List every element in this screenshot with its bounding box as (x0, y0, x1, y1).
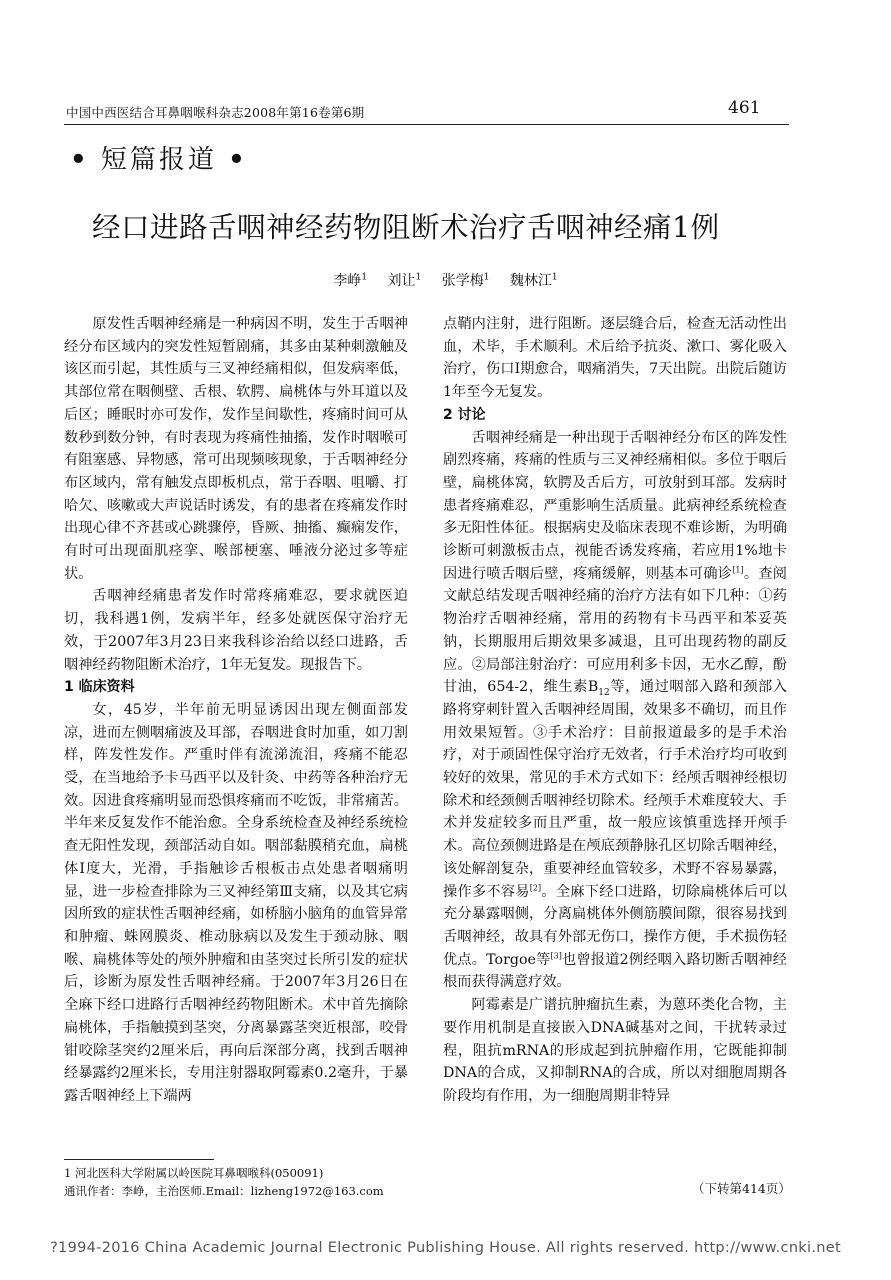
author: 魏林江$^1$ (509, 272, 558, 289)
paragraph: 点鞘内注射，进行阻断。逐层缝合后，检查无活动性出血，术毕，手术顺利。术后给予抗炎、漱口、雾化吸入治疗，伤口Ⅰ期愈合，咽痛消失，7天出院。出院后随访1年至今无复发。 (443, 316, 787, 401)
paragraph: 女，45岁，半年前无明显诱因出现左侧面部发凉，进而左侧咽痛波及耳部，吞咽进食时加重，如刀割样，阵发性发作。严重时伴有流涕流泪，疼痛不能忍受，在当地给予卡马西平以及针灸、中药等各种治疗无效。因进食疼痛明显而恐惧疼痛而不吃饭，非常痛苦。半年来反复发作不能治愈。全身系统检查及神经系统检查无阳性发现，颈部活动自如。咽部黏膜稍充血，扁桃体I度大，光滑，手指触诊舌根板击点处患者咽痛明显，进一步检查排除为三叉神经第Ⅲ支痛，以及其它病因所致的症状性舌咽神经痛，如桥脑小脑角的血管异常和肿瘤、蛛网膜炎、椎动脉病以及发生于颈动脉、咽喉、扁桃体等处的颅外肿瘤和由茎突过长所引发的症状后，诊断为原发性舌咽神经痛。于2007年3月26日在全麻下经口进路行舌咽神经药物阻断术。术中首先摘除扁桃体，手指触摸到茎突，分离暴露茎突近根部，咬骨钳咬除茎突约2厘米后，再向后深部分离，找到舌咽神经暴露约2厘米长，专用注射器取阿霉素0.2毫升，于暴露舌咽神经上下端两 (64, 701, 408, 1104)
author: 李峥$^1$ (333, 272, 368, 289)
right-column (443, 313, 787, 1108)
paragraph: 舌咽神经痛患者发作时常疼痛难忍，要求就医迫切，我科遇1例，发病半年，经多处就医保守治疗无效，于2007年3月23日来我科诊治给以经口进路，舌咽神经药物阻断术治疗，1年无复发。现报告下。 (64, 588, 408, 673)
section-heading: 1 临床资料 (64, 679, 135, 696)
page-number: 461 (728, 98, 761, 118)
bullet-icon: • (70, 145, 90, 175)
copyright-footer: ?1994-2016 China Academic Journal Electronic Publishing House. All rights reserved. http://www.cnki.net (50, 1240, 841, 1256)
footnote-affiliation: 1 河北医科大学附属以岭医院耳鼻咽喉科(050091) (64, 1166, 324, 1180)
article-title: 经口进路舌咽神经药物阻断术治疗舌咽神经痛1例 (92, 211, 720, 244)
paragraph: 阿霉素是广谱抗肿瘤抗生素，为蒽环类化合物，主要作用机制是直接嵌入DNA碱基对之间，干扰转录过程，阻抗mRNA的形成起到抗肿瘤作用，它既能抑制DNA的合成，又抑制RNA的合成，所以对细胞周期各阶段均有作用，为一细胞周期非特异 (443, 997, 787, 1104)
left-column (64, 313, 408, 1108)
paragraph: 舌咽神经痛是一种出现于舌咽神经分布区的阵发性剧烈疼痛，疼痛的性质与三叉神经痛相似。多位于咽后壁，扁桃体窝，软腭及舌后方，可放射到耳部。发病时患者疼痛难忍，严重影响生活质量。此病神经系统检查多无阳性体征。根据病史及临床表现不难诊断，为明确诊断可刺激板击点，视能否诱发疼痛，若应用1%地卡因进行喷舌咽后壁，疼痛缓解，则基本可确诊[1]。查阅文献总结发现舌咽神经痛的治疗方法有如下几种：①药物治疗舌咽神经痛，常用的药物有卡马西平和苯妥英钠，长期服用后期效果多减退，且可出现药物的副反应。②局部注射治疗：可应用利多卡因，无水乙醇，酚甘油，654-2，维生素$B_{12}$等，通过咽部入路和颈部入路将穿刺针置入舌咽神经周围，效果多不确切，而且作用效果短暂。③手术治疗：目前报道最多的是手术治疗，对于顽固性保守治疗无效者，行手术治疗均可收到较好的效果，常见的手术方式如下：经颅舌咽神经根切除术和经颈侧舌咽神经切除术。经颅手术难度较大、手术并发症较多而且严重，故一般应该慎重选择开颅手术。高位颈侧进路是在颅底颈静脉孔区切除舌咽神经，该处解剖复杂，重要神经血管较多，术野不容易暴露，操作多不容易[2]。全麻下经口进路，切除扁桃体后可以充分暴露咽侧，分离扁桃体外侧筋膜间隙，很容易找到舌咽神经，故具有外部无伤口，操作方便，手术损伤轻优点。Torgoe等[3]也曾报道2例经咽入路切断舌咽神经根而获得满意疗效。 (443, 429, 787, 991)
section-label-text: 短篇报道 (100, 145, 217, 175)
bullet-icon: • (228, 145, 248, 175)
author: 刘让$^1$ (387, 272, 422, 289)
journal-header: 中国中西医结合耳鼻咽喉科杂志2008年第16卷第6期 (66, 105, 365, 120)
header-rule (64, 124, 789, 125)
section-label (70, 139, 248, 176)
footnote-rule (64, 1159, 214, 1160)
section-heading: 2 讨论 (443, 406, 486, 423)
citation: [2] (529, 882, 542, 892)
author: 张学梅$^1$ (441, 272, 490, 289)
author-list (0, 270, 891, 290)
citation: [3] (550, 950, 562, 960)
paragraph: 原发性舌咽神经痛是一种病因不明，发生于舌咽神经分布区域内的突发性短暂剧痛，其多由某种刺激触及该区而引起，其性质与三叉神经痛相似，但发病率低，其部位常在咽侧壁、舌根、软腭、扁桃体与外耳道以及后区；睡眠时亦可发作，发作呈间歇性，疼痛时间可从数秒到数分钟，有时表现为疼痛性抽搐，发作时咽喉可有阻塞感、异物感，常可出现频咳现象，于舌咽神经分布区域内，常有触发点即板机点，常于吞咽、咀嚼、打哈欠、咳嗽或大声说话时诱发，有的患者在疼痛发作时出现心律不齐甚或心跳骤停，昏厥、抽搐、癫痫发作，有时可出现面肌痉挛、喉部梗塞、唾液分泌过多等症状。 (64, 316, 408, 582)
footnote-correspondence: 通讯作者：李峥，主治医师.Email：lizheng1972@163.com (64, 1184, 384, 1198)
continued-note: （下转第414页） (692, 1181, 791, 1196)
citation: [1] (732, 565, 744, 574)
